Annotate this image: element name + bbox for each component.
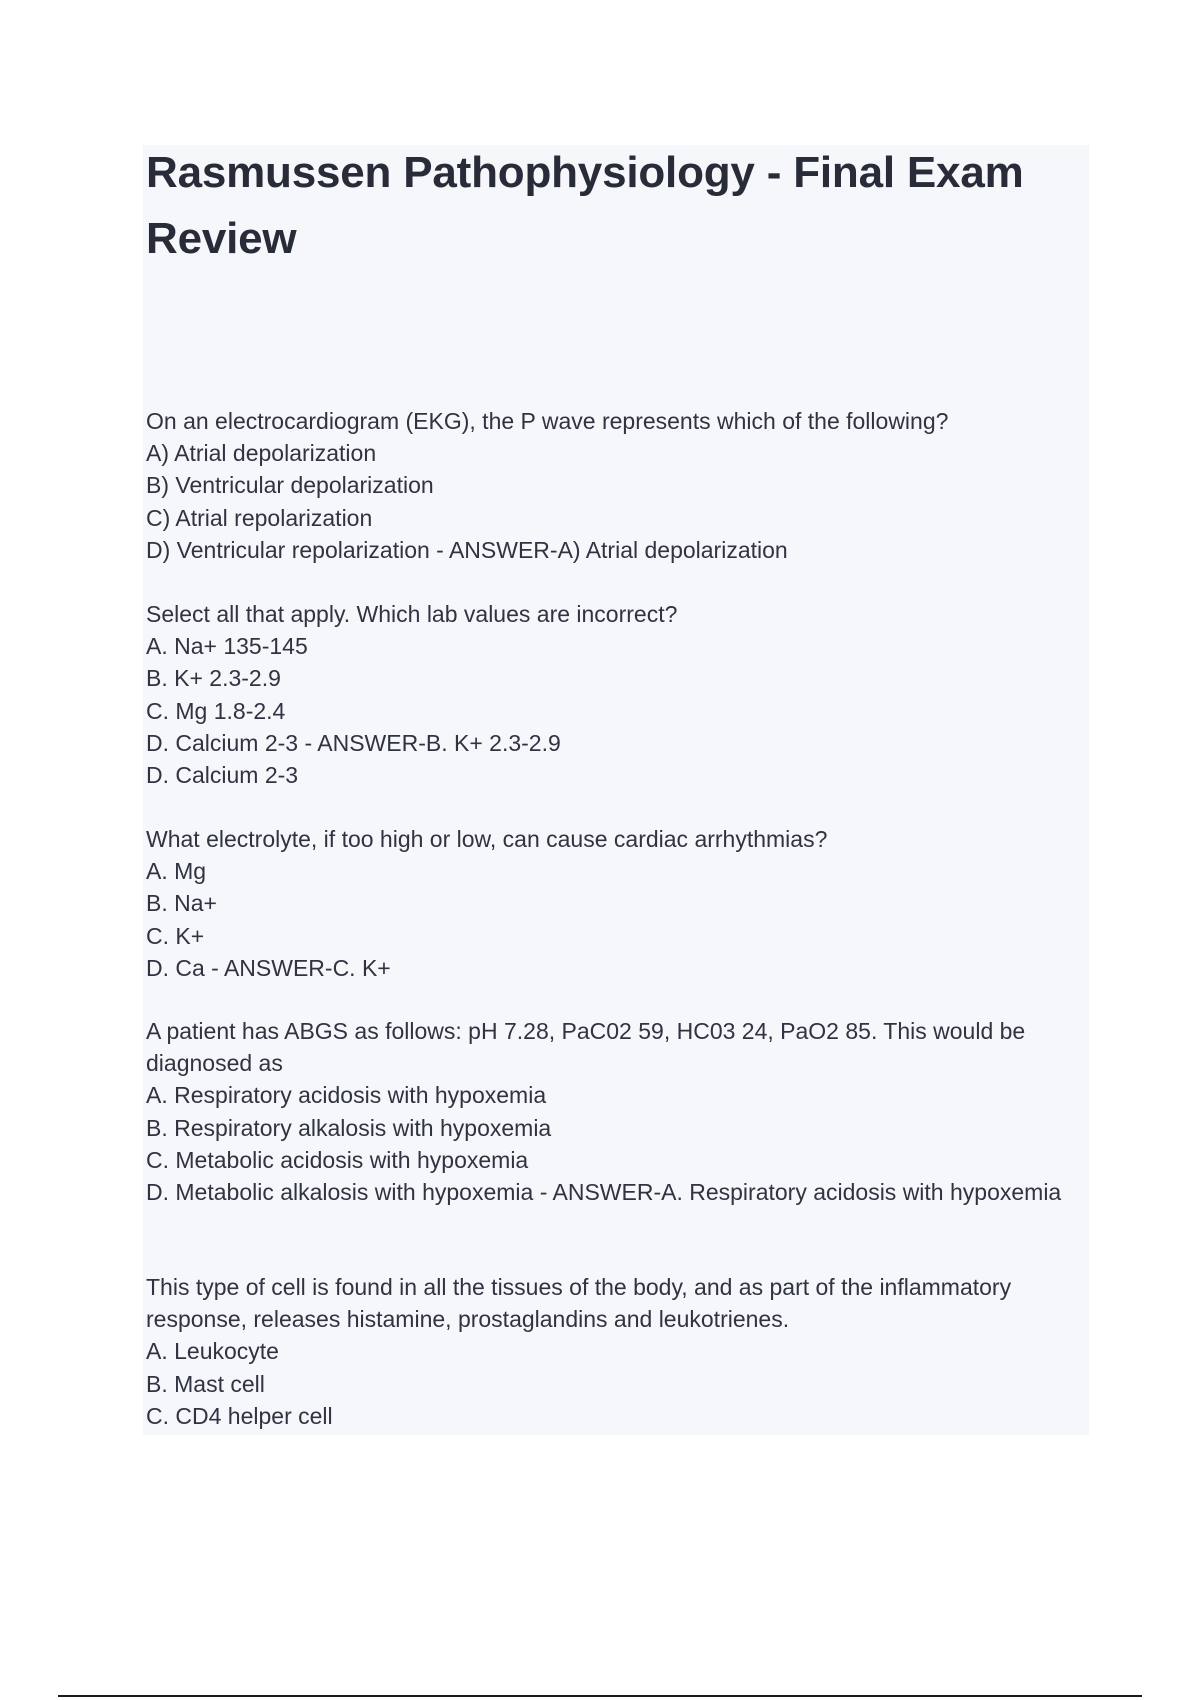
answer-option: D. Calcium 2-3 bbox=[146, 762, 299, 789]
answer-option: A) Atrial depolarization bbox=[146, 440, 377, 467]
answer-option: B. Respiratory alkalosis with hypoxemia bbox=[146, 1114, 552, 1141]
answer-option: A. Na+ 135-145 bbox=[146, 633, 308, 660]
answer-option-with-key: D. Metabolic alkalosis with hypoxemia - ANSWER-A. Respiratory acidosis with hypoxemia bbox=[146, 1179, 1062, 1206]
answer-option: C) Atrial repolarization bbox=[146, 504, 373, 531]
answer-option-with-key: D. Ca - ANSWER-C. K+ bbox=[146, 954, 391, 981]
question-block-abgs bbox=[146, 1015, 1086, 1208]
question-block-mast-cell bbox=[146, 1271, 1086, 1432]
answer-option-with-key: D. Calcium 2-3 - ANSWER-B. K+ 2.3-2.9 bbox=[146, 729, 561, 756]
answer-option: C. CD4 helper cell bbox=[146, 1402, 333, 1429]
question-text: Select all that apply. Which lab values are incorrect? bbox=[146, 601, 678, 627]
answer-option: C. Metabolic acidosis with hypoxemia bbox=[146, 1146, 529, 1173]
question-text: On an electrocardiogram (EKG), the P wave represents which of the following? bbox=[146, 408, 949, 434]
question-block-electrolyte bbox=[146, 823, 1086, 984]
answer-option: B. K+ 2.3-2.9 bbox=[146, 665, 281, 692]
footer-divider bbox=[58, 1695, 1142, 1697]
question-block-lab-values bbox=[146, 598, 1086, 791]
answer-option: B) Ventricular depolarization bbox=[146, 472, 434, 499]
answer-option: B. Mast cell bbox=[146, 1370, 265, 1397]
answer-option: A. Mg bbox=[146, 858, 207, 885]
document-title: Rasmussen Pathophysiology - Final Exam Review bbox=[146, 148, 1024, 263]
answer-option-with-key: D) Ventricular repolarization - ANSWER-A) Atrial depolarization bbox=[146, 536, 788, 563]
question-text: This type of cell is found in all the tissues of the body, and as part of the inflammatory response, releases histamine, prostaglandins and leukotrienes. bbox=[146, 1274, 1012, 1333]
answer-option: C. K+ bbox=[146, 922, 205, 949]
answer-option: A. Leukocyte bbox=[146, 1338, 279, 1365]
question-block-ekg bbox=[146, 405, 1086, 566]
answer-option: A. Respiratory acidosis with hypoxemia bbox=[146, 1082, 547, 1109]
answer-option: C. Mg 1.8-2.4 bbox=[146, 697, 286, 724]
question-text: A patient has ABGS as follows: pH 7.28, PaC02 59, HC03 24, PaO2 85. This would be diagnosed as bbox=[146, 1018, 1026, 1077]
question-text: What electrolyte, if too high or low, can cause cardiac arrhythmias? bbox=[146, 826, 828, 852]
answer-option: B. Na+ bbox=[146, 890, 217, 917]
